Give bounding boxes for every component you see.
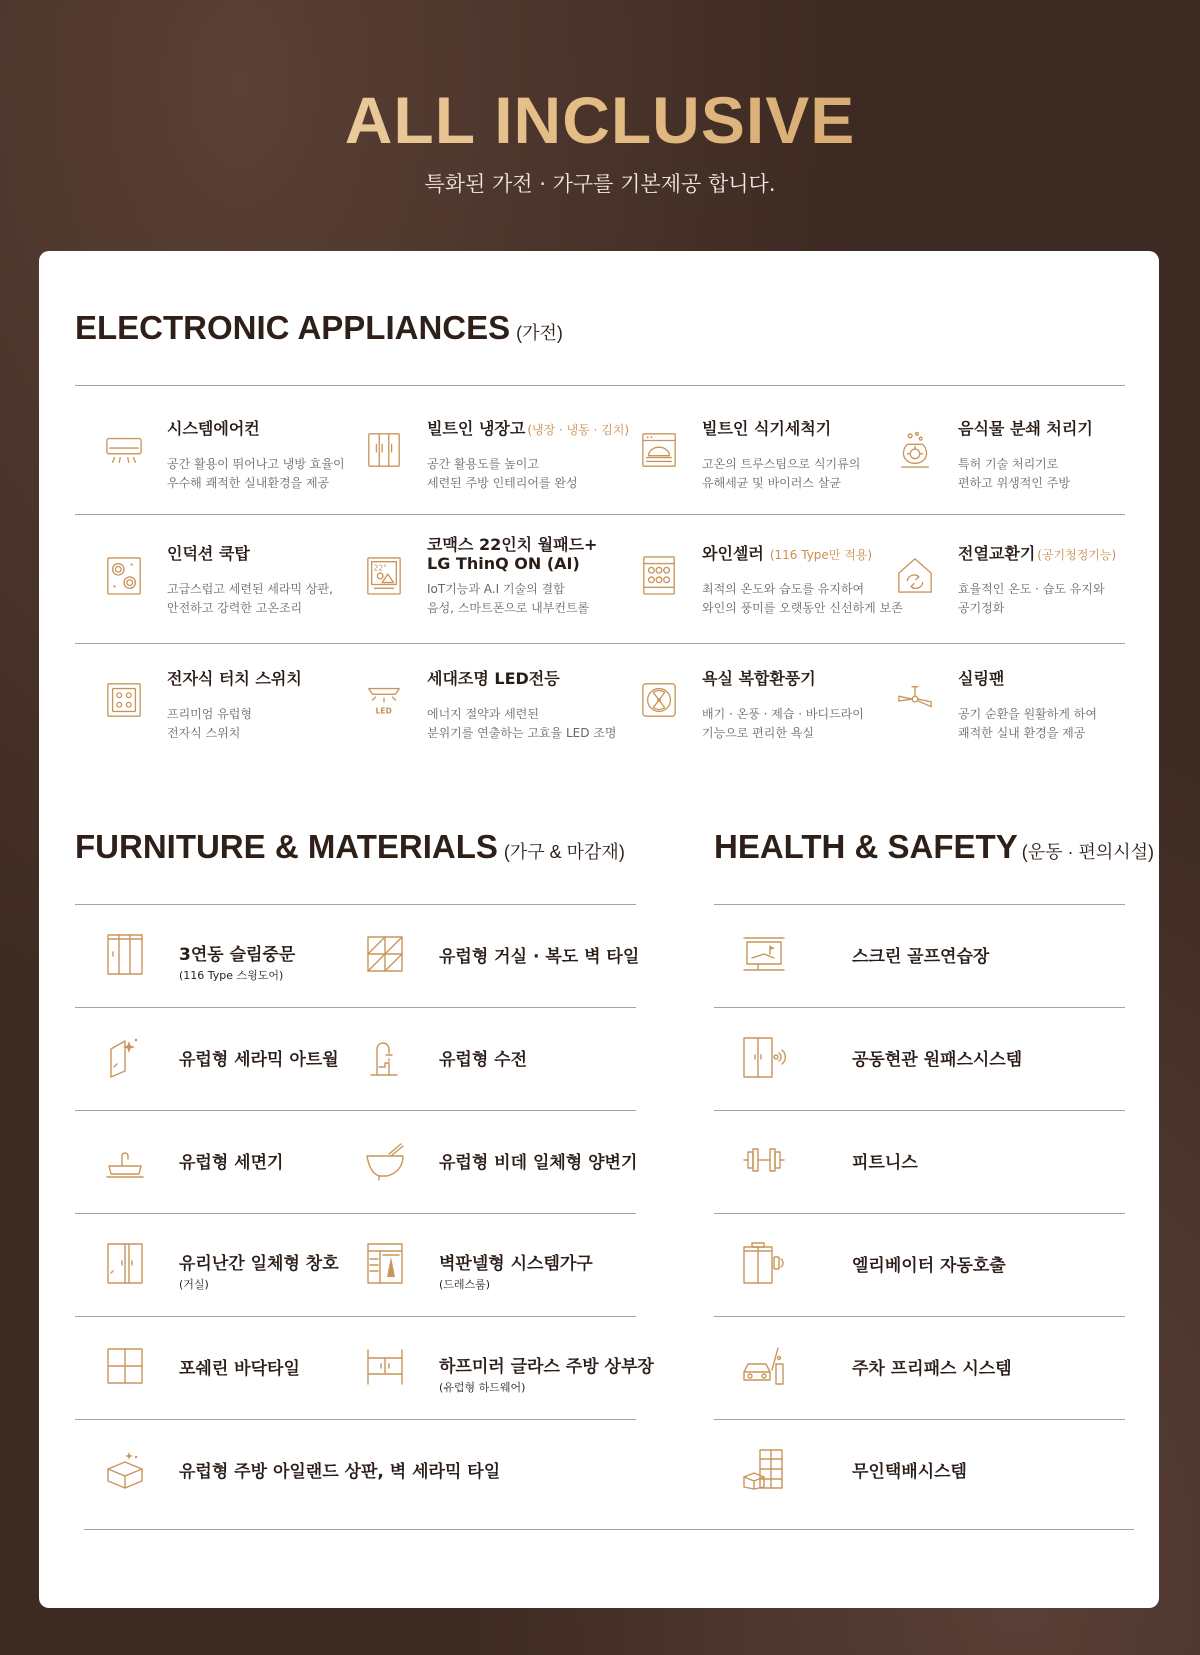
food-disposer-icon [896, 431, 934, 469]
appliance-name: 빌트인 냉장고 (냉장 · 냉동 · 김치) [427, 419, 630, 438]
divider [75, 514, 1125, 515]
touch-switch-icon [105, 681, 143, 719]
health-label: 주차 프리패스 시스템 [852, 1359, 1012, 1379]
furniture-item [75, 1419, 635, 1519]
ceiling-fan-icon [896, 681, 934, 719]
appliance-name: 전자식 터치 스위치 [167, 669, 302, 688]
health-item [714, 904, 1125, 1004]
floor-tile-icon [105, 1346, 145, 1386]
health-title-text: HEALTH & SAFETY [714, 828, 1018, 865]
furniture-item [75, 1007, 339, 1107]
appliance-desc: 고온의 트루스팀으로 식기류의 유해세균 및 바이러스 살균 [702, 457, 861, 490]
content-card [39, 251, 1159, 1608]
furniture-label: 유럽형 수전 [439, 1050, 528, 1070]
toilet-icon [365, 1140, 405, 1180]
health-item [714, 1007, 1125, 1107]
furniture-note: (유럽형 하드웨어) [439, 1381, 526, 1394]
appliance-desc: 고급스럽고 세련된 세라믹 상판, 안전하고 강력한 고온조리 [167, 582, 333, 615]
hero-title: ALL INCLUSIVE [0, 82, 1200, 158]
furniture-item [335, 1007, 635, 1107]
divider [84, 1529, 1134, 1530]
health-item [714, 1213, 1125, 1313]
screen-golf-icon [744, 934, 784, 974]
appliance-item [335, 535, 598, 626]
health-item [714, 1110, 1125, 1210]
appliance-name: 세대조명 LED전등 [427, 669, 560, 688]
svg-text:22": 22" [373, 563, 387, 573]
heat-exchanger-icon [896, 556, 934, 594]
furniture-item [75, 904, 335, 1004]
wine-cellar-icon [640, 556, 678, 594]
health-label: 공동현관 원패스시스템 [852, 1050, 1023, 1070]
led-light-icon [365, 681, 403, 719]
parcel-locker-icon [744, 1449, 784, 1489]
furniture-item [75, 1213, 339, 1313]
appliance-item [75, 411, 345, 501]
appliance-name: 빌트인 식기세척기 [702, 419, 832, 438]
induction-cooktop-icon [105, 556, 143, 594]
furniture-title-text: FURNITURE & MATERIALS [75, 828, 498, 865]
dumbbell-icon [744, 1140, 784, 1180]
appliance-name: 시스템에어컨 [167, 419, 260, 438]
furniture-note: (116 Type 스윙도어) [179, 969, 284, 982]
health-label: 엘리베이터 자동호출 [852, 1256, 1006, 1276]
divider [75, 385, 1125, 386]
washbasin-icon [105, 1140, 145, 1180]
appliance-desc: 에너지 절약과 세련된 분위기를 연출하는 고효율 LED 조명 [427, 707, 617, 740]
island-counter-icon [105, 1449, 145, 1489]
sliding-door-icon [105, 934, 145, 974]
appliance-name: 인덕션 쿡탑 [167, 544, 250, 563]
appliance-desc: 공간 활용도를 높이고 세련된 주방 인테리어를 완성 [427, 457, 578, 490]
wallpad-icon [365, 556, 403, 594]
bath-fan-icon [640, 681, 678, 719]
svg-text:LED: LED [375, 706, 392, 716]
furniture-label: 포쉐린 바닥타일 [179, 1359, 300, 1379]
furniture-label: 유럽형 세면기 [179, 1153, 284, 1173]
furniture-item [75, 1110, 335, 1210]
appliance-name: 전열교환기 (공기청정기능) [958, 544, 1117, 563]
appliance-name: 실링팬 [958, 669, 1005, 688]
appliance-item [866, 661, 1126, 751]
air-conditioner-icon [105, 431, 143, 469]
health-item [714, 1316, 1125, 1416]
appliance-item [610, 661, 870, 751]
elevator-icon [744, 1243, 784, 1283]
appliance-desc: 공간 활용이 뛰어나고 냉방 효율이 우수해 쾌적한 실내환경을 제공 [167, 457, 345, 490]
appliance-item [866, 411, 1126, 501]
appliance-item [610, 536, 903, 626]
appliance-desc: 공기 순환을 원활하게 하여 쾌적한 실내 환경을 제공 [958, 707, 1097, 740]
appliance-desc: 최적의 온도와 습도를 유지하여 와인의 풍미를 오랫동안 신선하게 보존 [702, 582, 903, 615]
parking-car-icon [744, 1346, 784, 1386]
electronic-title-sub: (가전) [516, 323, 563, 343]
faucet-icon [365, 1037, 405, 1077]
electronic-section-title [75, 309, 563, 347]
divider [75, 643, 1125, 644]
health-title-sub: (운동 · 편의시설) [1021, 842, 1155, 862]
onepass-door-icon [744, 1037, 784, 1077]
furniture-item [335, 1316, 665, 1416]
window-icon [105, 1243, 145, 1283]
art-wall-icon [105, 1037, 145, 1077]
furniture-note: (거실) [179, 1278, 209, 1291]
appliance-name: 음식물 분쇄 처리기 [958, 419, 1093, 438]
kitchen-cabinet-icon [365, 1346, 405, 1386]
appliance-name: 욕실 복합환풍기 [702, 669, 816, 688]
wall-tile-icon [365, 934, 405, 974]
electronic-title-text: ELECTRONIC APPLIANCES [75, 309, 511, 346]
dishwasher-icon [640, 431, 678, 469]
furniture-label: 유럽형 세라믹 아트월 [179, 1050, 339, 1070]
furniture-section-title [75, 828, 625, 866]
furniture-label: 유럽형 거실 · 복도 벽 타일 [439, 947, 640, 967]
furniture-item [75, 1316, 335, 1416]
health-label: 스크린 골프연습장 [852, 947, 990, 967]
appliance-item [75, 661, 335, 751]
appliance-desc: 배기 · 온풍 · 제습 · 바디드라이 기능으로 편리한 욕실 [702, 707, 864, 740]
appliance-name: 와인셀러 (116 Type만 적용) [702, 544, 873, 563]
health-label: 피트니스 [852, 1153, 918, 1173]
furniture-note: (드레스룸) [439, 1278, 491, 1291]
appliance-item [335, 661, 617, 751]
furniture-item [335, 904, 640, 1004]
furniture-label: 3연동 슬림중문 [179, 945, 296, 965]
furniture-label: 유럽형 주방 아일랜드 상판, 벽 세라믹 타일 [179, 1462, 501, 1482]
appliance-item [335, 411, 630, 501]
furniture-label: 벽판넬형 시스템가구 [439, 1254, 593, 1274]
furniture-label: 유럽형 비데 일체형 양변기 [439, 1153, 638, 1173]
appliance-name: 코맥스 22인치 월패드+ LG ThinQ ON (AI) [427, 535, 598, 573]
health-label: 무인택배시스템 [852, 1462, 967, 1482]
appliance-item [75, 536, 335, 626]
refrigerator-icon [365, 431, 403, 469]
appliance-desc: 특허 기술 처리기로 편하고 위생적인 주방 [958, 457, 1070, 490]
furniture-title-sub: (가구 & 마감재) [503, 842, 625, 862]
appliance-desc: IoT기능과 A.I 기술의 결합 음성, 스마트폰으로 내부컨트롤 [427, 582, 590, 615]
furniture-item [335, 1213, 655, 1313]
health-section-title [714, 828, 1154, 866]
appliance-item [610, 411, 870, 501]
system-furniture-icon [365, 1243, 405, 1283]
furniture-item [335, 1110, 638, 1210]
appliance-desc: 효율적인 온도 · 습도 유지와 공기정화 [958, 582, 1105, 615]
appliance-desc: 프리미엄 유럽형 전자식 스위치 [167, 707, 252, 740]
furniture-label: 하프미러 글라스 주방 상부장 [439, 1357, 654, 1377]
hero-subtitle: 특화된 가전 · 가구를 기본제공 합니다. [424, 172, 776, 196]
health-item [714, 1419, 1125, 1519]
furniture-label: 유리난간 일체형 창호 [179, 1254, 339, 1274]
appliance-item [866, 536, 1126, 626]
